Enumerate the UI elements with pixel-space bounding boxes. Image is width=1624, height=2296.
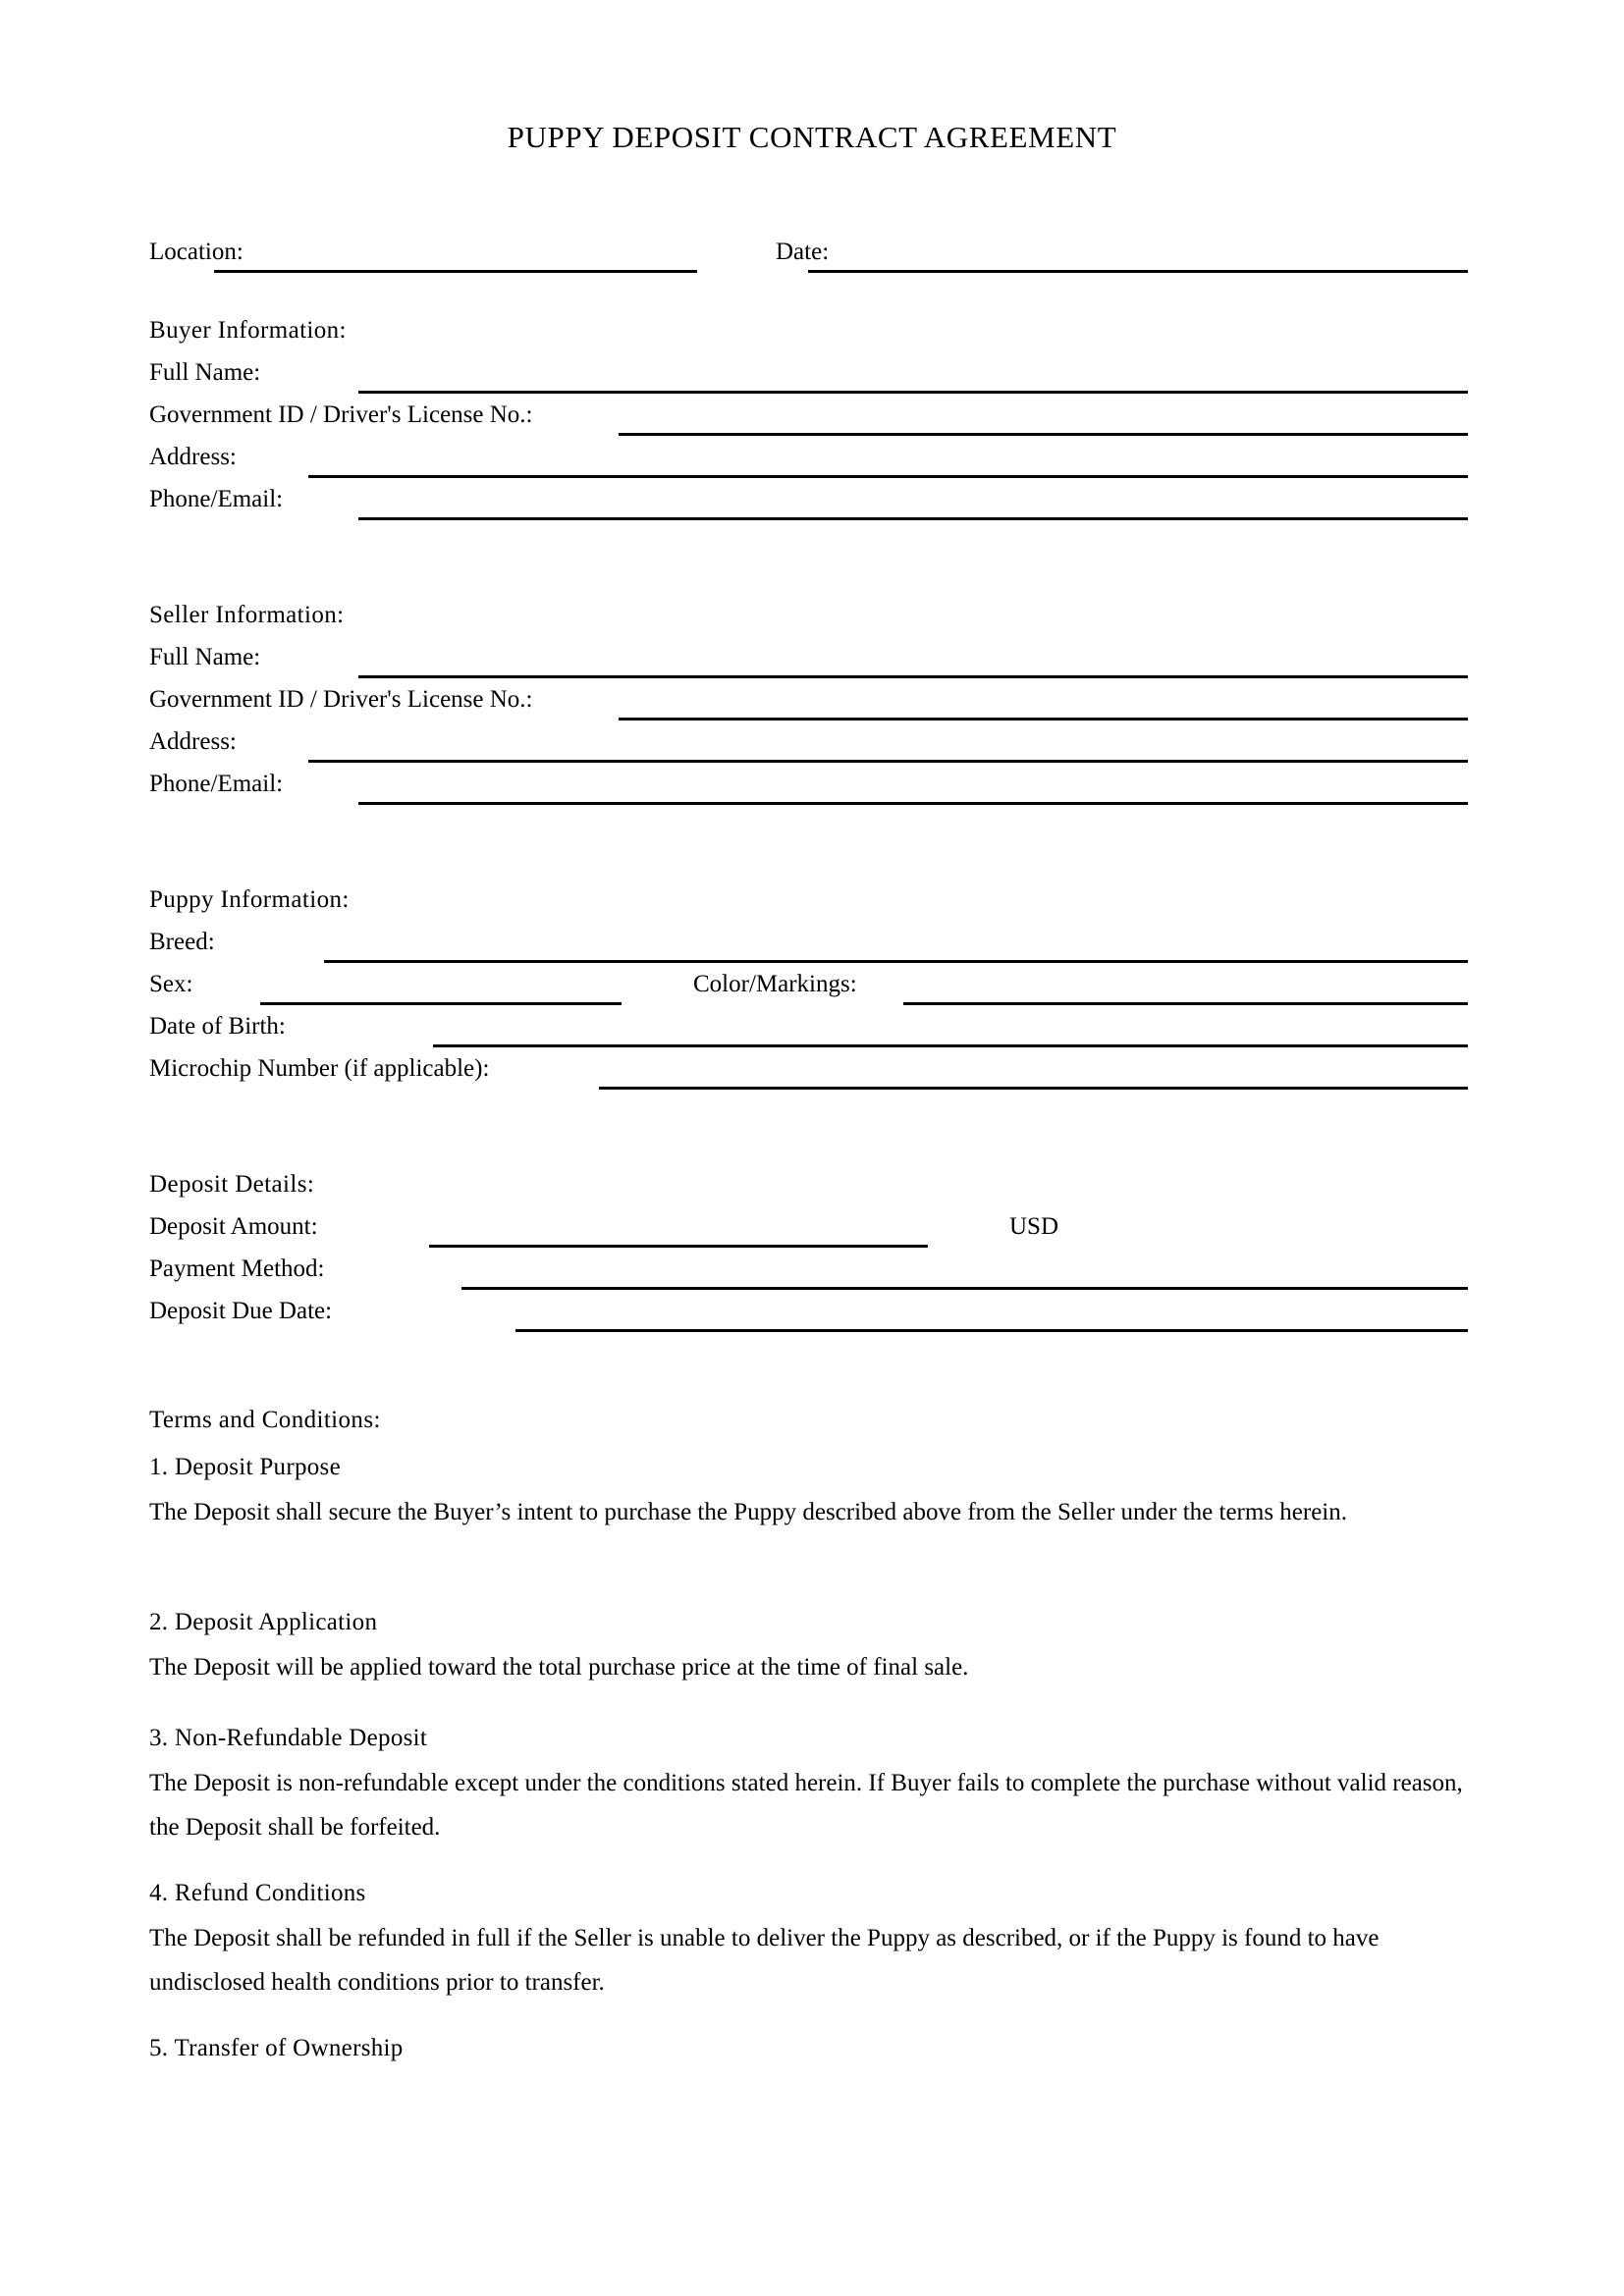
field-row-deposit-amount [149, 1210, 1624, 1252]
deposit-currency-label: USD [1009, 1213, 1059, 1240]
puppy-breed-label: Breed: [149, 929, 215, 955]
location-input-rule[interactable] [214, 270, 697, 273]
field-row-buyer-government-id [149, 399, 1624, 440]
buyer-full-name-input-rule[interactable] [358, 391, 1468, 394]
field-row-seller-address [149, 725, 1624, 767]
puppy-sex-input-rule[interactable] [260, 1002, 622, 1005]
field-row-puppy-date-of-birth [149, 1010, 1624, 1051]
section-heading-buyer: Buyer Information: [149, 317, 347, 344]
date-input-rule[interactable] [808, 270, 1468, 273]
buyer-government-id-input-rule[interactable] [619, 433, 1468, 436]
seller-phone-email-input-rule[interactable] [358, 802, 1468, 805]
seller-address-input-rule[interactable] [308, 760, 1468, 763]
date-label: Date: [776, 239, 830, 265]
field-row-seller-government-id [149, 683, 1624, 724]
buyer-government-id-label: Government ID / Driver's License No.: [149, 401, 533, 428]
field-row-seller-phone-email [149, 768, 1624, 809]
field-row-puppy-sex-color [149, 968, 1624, 1009]
terms-and-conditions-heading: Terms and Conditions: [149, 1407, 381, 1433]
section-heading-deposit: Deposit Details: [149, 1171, 315, 1198]
puppy-date-of-birth-label: Date of Birth: [149, 1013, 286, 1040]
buyer-address-label: Address: [149, 444, 237, 470]
field-row-seller-full-name [149, 641, 1624, 682]
puppy-breed-input-rule[interactable] [324, 960, 1468, 963]
seller-address-label: Address: [149, 728, 237, 755]
puppy-sex-label: Sex: [149, 971, 193, 997]
term-title-1: 1. Deposit Purpose [149, 1454, 341, 1480]
puppy-color-markings-input-rule[interactable] [903, 1002, 1468, 1005]
field-row-puppy-breed [149, 926, 1624, 967]
seller-full-name-input-rule[interactable] [358, 675, 1468, 678]
term-title-2: 2. Deposit Application [149, 1609, 378, 1635]
payment-method-label: Payment Method: [149, 1255, 325, 1282]
field-row-buyer-address [149, 441, 1624, 482]
seller-phone-email-label: Phone/Email: [149, 771, 284, 797]
page-title: PUPPY DEPOSIT CONTRACT AGREEMENT [507, 120, 1117, 154]
deposit-due-date-label: Deposit Due Date: [149, 1298, 333, 1324]
deposit-amount-input-rule[interactable] [429, 1245, 928, 1248]
term-body-1: The Deposit shall secure the Buyer’s intent to purchase the Puppy described above from the Seller under the terms herein. [149, 1499, 1348, 1525]
field-row-buyer-phone-email [149, 483, 1624, 524]
seller-government-id-label: Government ID / Driver's License No.: [149, 686, 533, 713]
field-row-buyer-full-name [149, 356, 1624, 398]
location-label: Location: [149, 239, 244, 265]
buyer-address-input-rule[interactable] [308, 475, 1468, 478]
term-title-3: 3. Non-Refundable Deposit [149, 1725, 428, 1751]
field-row-deposit-due-date [149, 1295, 1624, 1336]
term-body-4: The Deposit shall be refunded in full if the Seller is unable to deliver the Puppy as described, or if the Puppy is found to have undisclosed health conditions prior to transfer. [149, 1925, 1380, 1996]
field-row-payment-method [149, 1253, 1624, 1294]
deposit-amount-label: Deposit Amount: [149, 1213, 318, 1240]
field-row-puppy-microchip [149, 1052, 1624, 1094]
puppy-microchip-input-rule[interactable] [599, 1087, 1468, 1090]
payment-method-input-rule[interactable] [461, 1287, 1468, 1290]
section-heading-seller: Seller Information: [149, 602, 345, 628]
deposit-due-date-input-rule[interactable] [515, 1329, 1468, 1332]
term-title-5: 5. Transfer of Ownership [149, 2035, 404, 2061]
term-body-2: The Deposit will be applied toward the total purchase price at the time of final sale. [149, 1654, 969, 1681]
term-title-4: 4. Refund Conditions [149, 1880, 366, 1906]
seller-government-id-input-rule[interactable] [619, 718, 1468, 721]
puppy-date-of-birth-input-rule[interactable] [433, 1044, 1468, 1047]
field-row-location-date [149, 236, 1624, 277]
puppy-color-markings-label: Color/Markings: [693, 971, 857, 997]
buyer-full-name-label: Full Name: [149, 359, 261, 386]
puppy-microchip-label: Microchip Number (if applicable): [149, 1055, 490, 1082]
seller-full-name-label: Full Name: [149, 644, 261, 670]
buyer-phone-email-label: Phone/Email: [149, 486, 284, 512]
buyer-phone-email-input-rule[interactable] [358, 517, 1468, 520]
term-body-3: The Deposit is non-refundable except under the conditions stated herein. If Buyer fails to complete the purchase without valid reason, the Deposit shall be forfeited. [149, 1770, 1463, 1841]
section-heading-puppy: Puppy Information: [149, 886, 350, 913]
